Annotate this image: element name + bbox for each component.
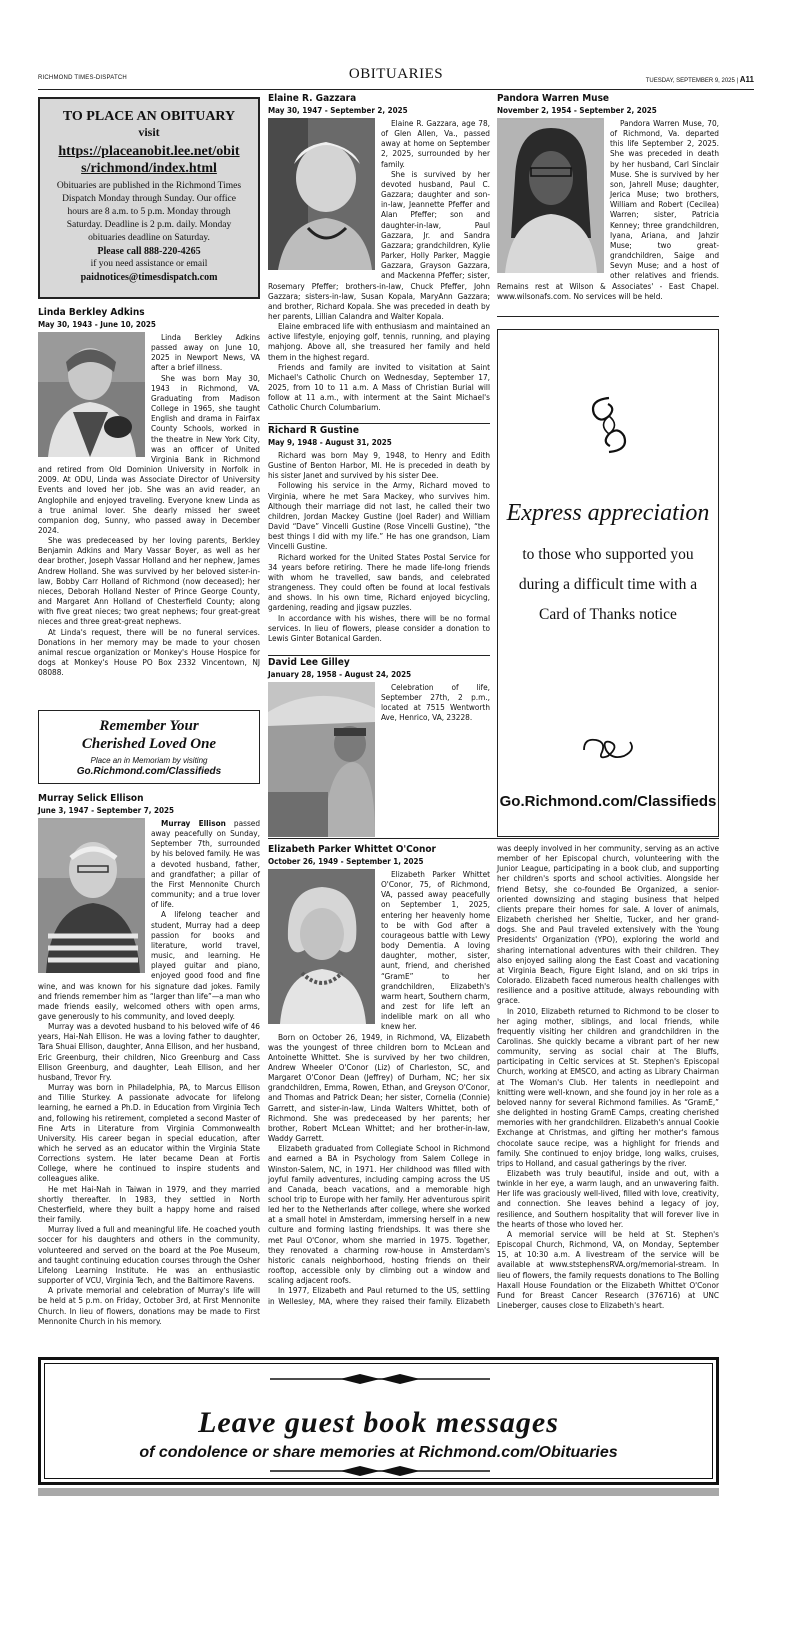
- obituary-name: Elizabeth Parker Whittet O'Conor: [268, 844, 436, 855]
- obituary-paragraph: Richard was born May 9, 1948, to Henry and Edith Gustine of Benton Harbor, MI. He is preceded in death by his sister Janet and survived by his sister Dee.: [268, 450, 490, 481]
- guest-book-title: Leave guest book messages: [198, 1406, 559, 1439]
- obituary-paragraph: Elizabeth graduated from Collegiate School in Richmond and earned a BA in Psychology from Salem College in Winston-Salem, NC, in 1971. Her childhood was filled with joyful family adventures, including camping across the US and Canada, beach vacations, and a memorable high school trip to Europe with her family. Her adventurous spirit led her to the Netherlands after college, where she worked at a small hotel in Amsterdam, immersing herself in a new culture and forming lasting friendships. It was there she met Paul O'Conor, whom she married in 1975. Together, they renovated a charming row-house in Amsterdam's historic canals neighborhood, hosting friends on their rooftop, accessible only by climbing out a window and scaling adjacent roofs.: [268, 1143, 490, 1286]
- obituary-dates: January 28, 1958 - August 24, 2025: [268, 670, 412, 679]
- obituary-paragraph: Elaine embraced life with enthusiasm and maintained an active lifestyle, enjoying golf, tennis, running, and playing mahjong. Above all, she treasured her family and held them in the highest regard.: [268, 321, 490, 362]
- memoriam-ad-subtitle: Place an in Memoriam by visiting: [90, 756, 208, 765]
- obituary-paragraph: Linda Berkley Adkins passed away on June 10, 2025 in Newport News, VA after a brief illness.: [151, 332, 260, 373]
- obituary-paragraph: Elaine R. Gazzara, age 78, of Glen Allen, Va., passed away at home on September 2, 2025, surrounded by her family.: [381, 118, 490, 169]
- place-obituary-box: [38, 97, 260, 299]
- obituary-dates: May 9, 1948 - August 31, 2025: [268, 438, 392, 447]
- newspaper-name: RICHMOND TIMES-DISPATCH: [38, 75, 127, 81]
- obituary-paragraph: Elizabeth Parker Whittet O'Conor, 75, of Richmond, VA, passed away peacefully on September 1, 2025, entering her heavenly home to be with God after a courageous battle with Lewy body Dementia. A loving daughter, mother, sister, aunt, friend, and cherished “GramE” to her grandchildren, Elizabeth's warm heart, Southern charm, and zest for life left an indelible mark on all who knew her.: [381, 869, 490, 1032]
- obituary-dates: June 3, 1947 - September 7, 2025: [38, 806, 174, 815]
- divider: [497, 316, 719, 317]
- guest-book-subtitle[interactable]: of condolence or share memories at Richmond.com/Obituaries: [139, 1444, 618, 1461]
- obituary-paragraph: Friends and family are invited to visitation at Saint Michael's Catholic Church on Wednesday, September 17, 2025, from 10 to 11 a.m. A Mass of Christian Burial will follow at 11 a.m., with interment at the Saint Michael's Catholic Church Columbarium.: [268, 361, 490, 413]
- issue-date: TUESDAY, SEPTEMBER 9, 2025: [645, 78, 735, 84]
- obituary-name: Richard R Gustine: [268, 425, 359, 436]
- thanks-ad-line: during a difficult time with a: [518, 576, 698, 593]
- obituary-paragraph: She was born May 30, 1943 in Richmond, VA. Graduating from Madison College in 1965, she taught English and drama in Fairfax County Schools, worked in the theatre in New York City, was an officer of United Virginia Bank in Richmond and retired from Old Dominion University in Norfolk in 2009. At ODU, Linda was Associate Director of University Events and loved her job. She was an avid reader, an Anglophile and enjoyed traveling. Everyone knew Linda as a true animal lover. She dearly missed her sweet companion dog, Sunny, who passed away in December 2024.: [38, 372, 260, 535]
- page-header: [38, 66, 754, 90]
- ornament-bottom-icon: [270, 1464, 490, 1478]
- obituary-photo-gazzara: [268, 118, 375, 270]
- divider: [268, 838, 719, 839]
- obituary-paragraph: Born on October 26, 1949, in Richmond, VA, Elizabeth was the youngest of three children born to McLean and Antoinette Whittet. She is survived by her two children, Andrew Wheeler O'Conor (Liz) of Charleston, SC, and Margaret O'Conor Dean (Jeffrey) of Durham, NC; her six grandchildren, Emma, Rowen, Ethan, and Greyson O'Conor, and Thomas and Patrick Dean; her sister, Cornelia (Connie) Garrett, and sister-in-law, Linda Walters Whittet, both of Richmond. She was predeceased by her parents; her brother, Robert McLean Whittet; and her brother-in-law, Waddy Garrett.: [268, 1031, 490, 1144]
- place-obituary-link[interactable]: https://placeanobit.lee.net/obits/richmond/index.html: [58, 144, 240, 176]
- memoriam-ad-link[interactable]: Go.Richmond.com/Classifieds: [76, 766, 222, 777]
- swirl-ornament-icon: [580, 732, 640, 762]
- obituary-photo-muse: [497, 118, 604, 273]
- guest-book-banner: [38, 1357, 719, 1485]
- obituary-paragraph: A private memorial and celebration of Murray's life will be held at 5 p.m. on Friday, October 3rd, at First Mennonite Church. In lieu of flowers, donations may be made to First Mennonite Church in his memory.: [38, 1285, 260, 1326]
- section-title: OBITUARIES: [348, 66, 444, 82]
- flourish-ornament-icon: [574, 390, 644, 460]
- obituary-name: Linda Berkley Adkins: [38, 307, 145, 318]
- obituary-adkins: [38, 306, 260, 677]
- obituary-paragraph: Following his service in the Army, Richard moved to Virginia, where he met Sara Mackey, who survives him. Although their marriage did not last, he called their two children, Jordan Mackey Gustine (Joel Rader) and William David “Dave” Vincelli Gustine (Rose Vincelli Gustine), “the best things I did with my life.” He has one grandson, Liam Vincelli Gustine.: [268, 480, 490, 552]
- obituary-gustine: [268, 424, 490, 643]
- guest-book-inner-border: [44, 1363, 713, 1479]
- place-obituary-phone: Please call 888-220-4265: [97, 246, 201, 257]
- place-obituary-info: Obituaries are published in the Richmond Times Dispatch Monday through Sunday. Our office hours are 8 a.m. to 5 p.m. Monday through Saturday. Deadline is 2 p.m. daily. Monday obituaries deadline on Saturday.: [56, 181, 242, 243]
- thanks-ad-line: to those who supported you: [522, 546, 694, 563]
- obituary-paragraph: A memorial service will be held at St. Stephen's Episcopal Church, Richmond, VA, on Monday, September 15, at 10:30 a.m. A livestream of the service will be available at www.ststephensRVA.org/memorial-stream. In lieu of flowers, the family requests donations to The Bolling Haxall House Foundation or the Elizabeth Whittet O'Conor Fund for Breast Cancer Research (376716) at UNC Lineberger, causes close to Elizabeth's heart.: [497, 1228, 719, 1311]
- obituary-paragraph: In 1977, Elizabeth and Paul returned to the US, settling in Wellesley, MA, where they raised their family. Elizabeth was deeply involved in her community, serving as an active member of her Episcopal church, volunteering with the Junior League, participating in a book club, and supporting her children's sports and school activities. Alongside her friend Betsy, she co-founded Be Organized, a senior-oriented downsizing and staging business that helped clients prepare their homes for sale. A lover of animals, Elizabeth cherished her Sheltie, Tucker, and her grand-dogs. She and Paul traveled extensively with the Young Presidents' Organization (YPO), exploring the world and sharing international adventures with their children. They also enjoyed sailing along the East Coast and vacationing at Virginia Beach, Figure Eight Island, and on ski trips in Colorado. Elizabeth faced numerous health challenges with resilience and a positive attitude, always rebounding with grace.: [268, 843, 719, 1306]
- obituary-paragraph: In 2010, Elizabeth returned to Richmond to be closer to her aging mother, siblings, and local friends, while frequently visiting her children and grandchildren in the Carolinas. She quickly became a vibrant part of her new community, serving as social chair at The Bluffs, participating in Celtic services at St. Stephen's Episcopal Church, working at EMSCO, and acting as Library Chairman at The Woman's Club. Her talents in needlepoint and knitting were well-known, and she found joy in her role as a beloved nanny for several Richmond families. As “GramE,” she delighted in hosting GramE Camps, creating cherished memories with her grandchildren. Elizabeth's annual Cookie Exchange at Christmas, and gifting her mother's famous chocolate sauce recipe, was a highlight for friends and family. She continued to enjoy bridge, long walks, cruises, trips to Holland, and casual gatherings by the river.: [497, 1005, 720, 1168]
- thanks-ad-body: [498, 540, 718, 630]
- obituary-paragraph: Murray was born in Philadelphia, PA, to Marcus Ellison and Tillie Sturkey. A passionate advocate for lifelong learning, he earned a Ph.D. in Education from Virginia Tech and, following his retirement, completed a second Master of Fine Arts in Literature from Virginia Commonwealth University. His career began in special education, after which he served as an educator within the Virginia State Corrections system. He later became Dean at Fortis College, where he continued to inspire students and colleagues alike.: [38, 1082, 260, 1184]
- footer-bar: [38, 1488, 719, 1496]
- obituary-paragraph: Murray lived a full and meaningful life. He coached youth soccer for his daughters and others in the community, volunteered and served on the board at the Poe Museum, and taught continuing education courses through the Osher Lifelong Learning Institute. He was an enthusiastic supporter of VCU, Virginia Tech, and the Baltimore Ravens.: [38, 1224, 260, 1286]
- obituary-lead-name: Murray Ellison: [161, 818, 226, 828]
- obituary-name: David Lee Gilley: [268, 657, 350, 668]
- obituary-paragraph: Murray was a devoted husband to his beloved wife of 46 years, Hai-Nah Ellison. He was a loving father to daughter, Tara Shuai Ellison, daughter, Anna Ellison, and her husband, Eric Greenburg, their children, Nico Greenburg and Cass Ellison Greenburg, and daughter, Leah Ellison, and her husband, Trevor Fry.: [38, 1021, 260, 1082]
- place-obituary-email[interactable]: paidnotices@timesdispatch.com: [80, 272, 218, 283]
- obituary-paragraph: At Linda's request, there will be no funeral services. Donations in her memory may be made to your chosen animal rescue organization or Monkey's House Hospice for dogs at Monkey's House PO Box 2332 Vincentown, NJ 08088.: [38, 626, 260, 678]
- obituary-gazzara: [268, 92, 490, 413]
- place-obituary-title: TO PLACE AN OBITUARY: [62, 109, 236, 124]
- header-date-page: TUESDAY, SEPTEMBER 9, 2025 | A11: [645, 75, 754, 84]
- obituary-paragraph: Pandora Warren Muse, 70, of Richmond, Va. departed this life September 2, 2025. She was preceded in death by her husband, Carl Sinclair Muse. She is survived by her son, Jahrell Muse; daughter, Jerica Muse; two brothers, William and Robert (Cecilea) Warren; sister, Patricia Kenney; three grandchildren, Iyana, Ariana, and Jahzir Muse; two great-grandchildren, Saige and Sevyn Muse; and a host of other relatives and friends. Remains rest at Wilson & Associates' - East Chapel. www.wilsonafs.com. No services will be held.: [497, 118, 719, 301]
- obituary-gilley: [268, 656, 490, 839]
- obituary-dates: October 26, 1949 - September 1, 2025: [268, 857, 424, 866]
- place-obituary-visit: visit: [138, 125, 160, 139]
- obituary-paragraph: In accordance with his wishes, there will be no formal services. In lieu of flowers, please consider a donation to Lewis Ginter Botanical Garden.: [268, 612, 490, 643]
- obituary-paragraph: A lifelong teacher and student, Murray had a deep passion for books and literature, world travel, music, and learning. He played guitar and piano, enjoyed good food and fine wine, and was known for his signature dad jokes. Family and friends remember him as “larger than life”—a man who made friends easily, welcomed others with open arms, gave generously to his community, and loved deeply.: [38, 909, 260, 1021]
- place-obituary-assist: if you need assistance or email: [90, 259, 208, 269]
- obituary-paragraph: Richard worked for the United States Postal Service for 34 years before retiring. There he made life-long friends with whom he travelled, saw bands, and celebrated strangeness. They could often be found at local festivals and shows. In his own time, Richard enjoyed bicycling, gardening, reading and jigsaw puzzles.: [268, 551, 490, 613]
- obituary-photo-oconor: [268, 869, 375, 1024]
- obituary-paragraph: Elizabeth was truly beautiful, inside and out, with a twinkle in her eye, a warm laugh, and an unwavering faith. Her life was graciously well-lived, filled with love, creativity, and connection. She leaves behind a legacy of joy, resilience, and Southern hospitality that will forever live in the hearts of those who loved her.: [497, 1168, 719, 1229]
- obituary-paragraph: She is survived by her devoted husband, Paul C. Gazzara; daughter and son-in-law, Jeannette Pfeffer and Alan Pfeffer; son and daughter-in-law, Paul Gazzara, Jr. and Sandra Gazzara; grandchildren, Kylie Parker, Holly Parker, Maggie Gazzara, Grayson Gazzara, and Mackenna Pfeffer; sister, Rosemary Pfeffer; brothers-in-law, Chuck Pfeffer, John Gazzara; sisters-in-law, Susan Kopala, MaryAnn Gazzara; and brother, Richard Kopala. She was preceded in death by her parents, Lillian Calandra and Walter Kopala.: [268, 168, 490, 321]
- obituary-ellison: [38, 792, 260, 1326]
- obituary-name: Elaine R. Gazzara: [268, 93, 357, 104]
- obituary-paragraph: Celebration of life, September 27th, 2 p.m., located at 7515 Wentworth Ave, Henrico, VA, 23228.: [381, 682, 490, 723]
- obituary-dates: May 30, 1947 - September 2, 2025: [268, 106, 408, 115]
- obituary-photo-ellison: [38, 818, 145, 973]
- obituary-oconor: [268, 843, 719, 1355]
- obituary-name: Murray Selick Ellison: [38, 793, 144, 804]
- obituary-name: Pandora Warren Muse: [497, 93, 610, 104]
- thanks-ad-title: Express appreciation: [506, 500, 710, 526]
- page-number: A11: [739, 75, 754, 84]
- thanks-ad-link[interactable]: Go.Richmond.com/Classifieds: [499, 793, 717, 810]
- thanks-ad-line: Card of Thanks notice: [539, 606, 677, 623]
- obituary-paragraph: She was predeceased by her loving parents, Berkley Benjamin Adkins and Mary Vassar Boyer, as well as her dear brother, Joseph Vassar Holland and her nephew, James Andrew Holland. She was survived by her beloved sister-in-law, Bobby Carr Holland of Richmond (now deceased); her nieces, Deborah Holland Nester of Prince George County, and Margaret Ann Holland of Chesterfield County; along with five great nieces; two great nephews; four great-great nieces and three great-great nephews.: [38, 535, 260, 627]
- ornament-top-icon: [270, 1372, 490, 1386]
- obituary-photo-adkins: [38, 332, 145, 457]
- obituary-dates: May 30, 1943 - June 10, 2025: [38, 320, 156, 329]
- memoriam-ad-title: Remember Your Cherished Loved One: [81, 718, 217, 752]
- obituary-paragraph: Murray Ellison passed away peacefully on Sunday, September 7th, surrounded by his beloved family. He was a devoted husband, father, and grandfather; a pillar of the First Mennonite Church community; and a true lover of life.: [151, 818, 260, 910]
- obituary-photo-gilley: [268, 682, 375, 837]
- memoriam-ad-box: [38, 710, 260, 784]
- obituary-muse: [497, 92, 719, 301]
- obituary-paragraph: He met Hai-Nah in Taiwan in 1979, and they married shortly thereafter. In 1983, they settled in North Chesterfield, where they built a happy home and raised their family.: [38, 1183, 260, 1225]
- obituary-dates: November 2, 1954 - September 2, 2025: [497, 106, 657, 115]
- card-of-thanks-ad: [497, 329, 719, 837]
